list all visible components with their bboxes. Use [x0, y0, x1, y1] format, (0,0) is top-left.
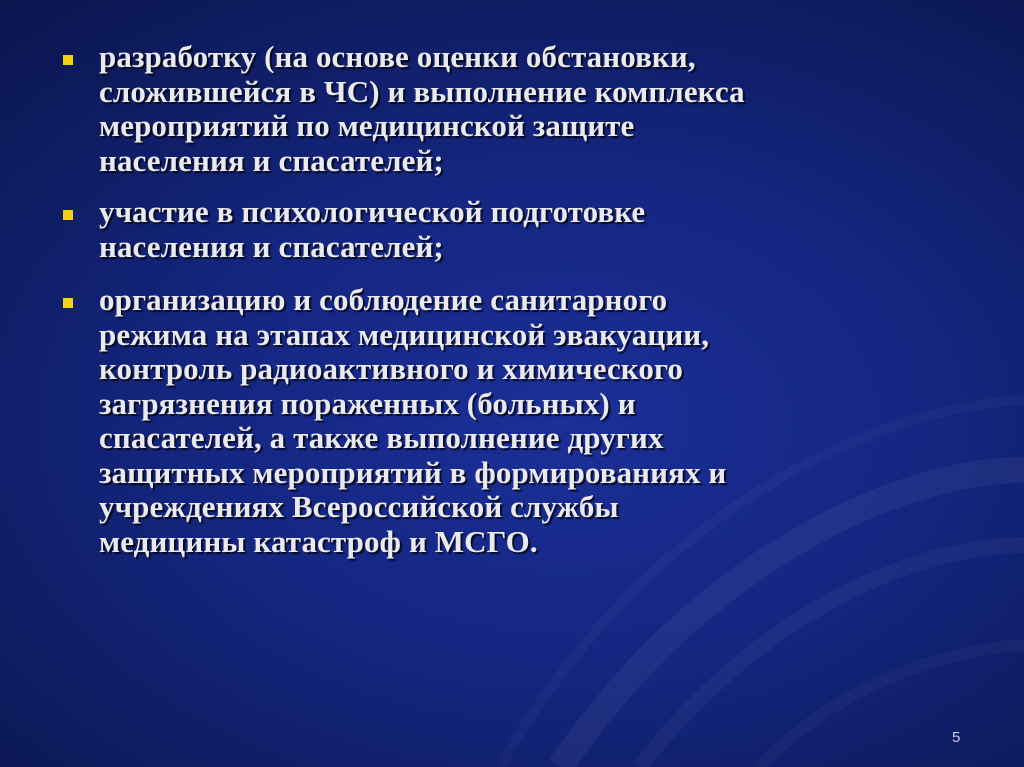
square-bullet-icon	[63, 298, 73, 308]
square-bullet-icon	[63, 210, 73, 220]
bullet-text: разработку (на основе оценки обстановки, сложившейся в ЧС) и выполнение комплекса мероприятий по медицинской защите населения и спасателей;	[99, 39, 745, 178]
bullet-item	[60, 283, 960, 559]
square-bullet-icon	[63, 55, 73, 65]
bullet-item	[60, 40, 960, 178]
bullet-item	[60, 195, 960, 264]
page-number: 5	[952, 729, 961, 746]
bullet-text: организацию и соблюдение санитарного режима на этапах медицинской эвакуации, контроль радиоактивного и химического загрязнения пораженных (больных) и спасателей, а также выполнение других защитных мероприятий в формированиях и учреждениях Всероссийской службы медицины катастроф и МСГО.	[99, 282, 727, 559]
bullet-list	[60, 40, 960, 576]
bullet-text: участие в психологической подготовке населения и спасателей;	[99, 194, 646, 264]
